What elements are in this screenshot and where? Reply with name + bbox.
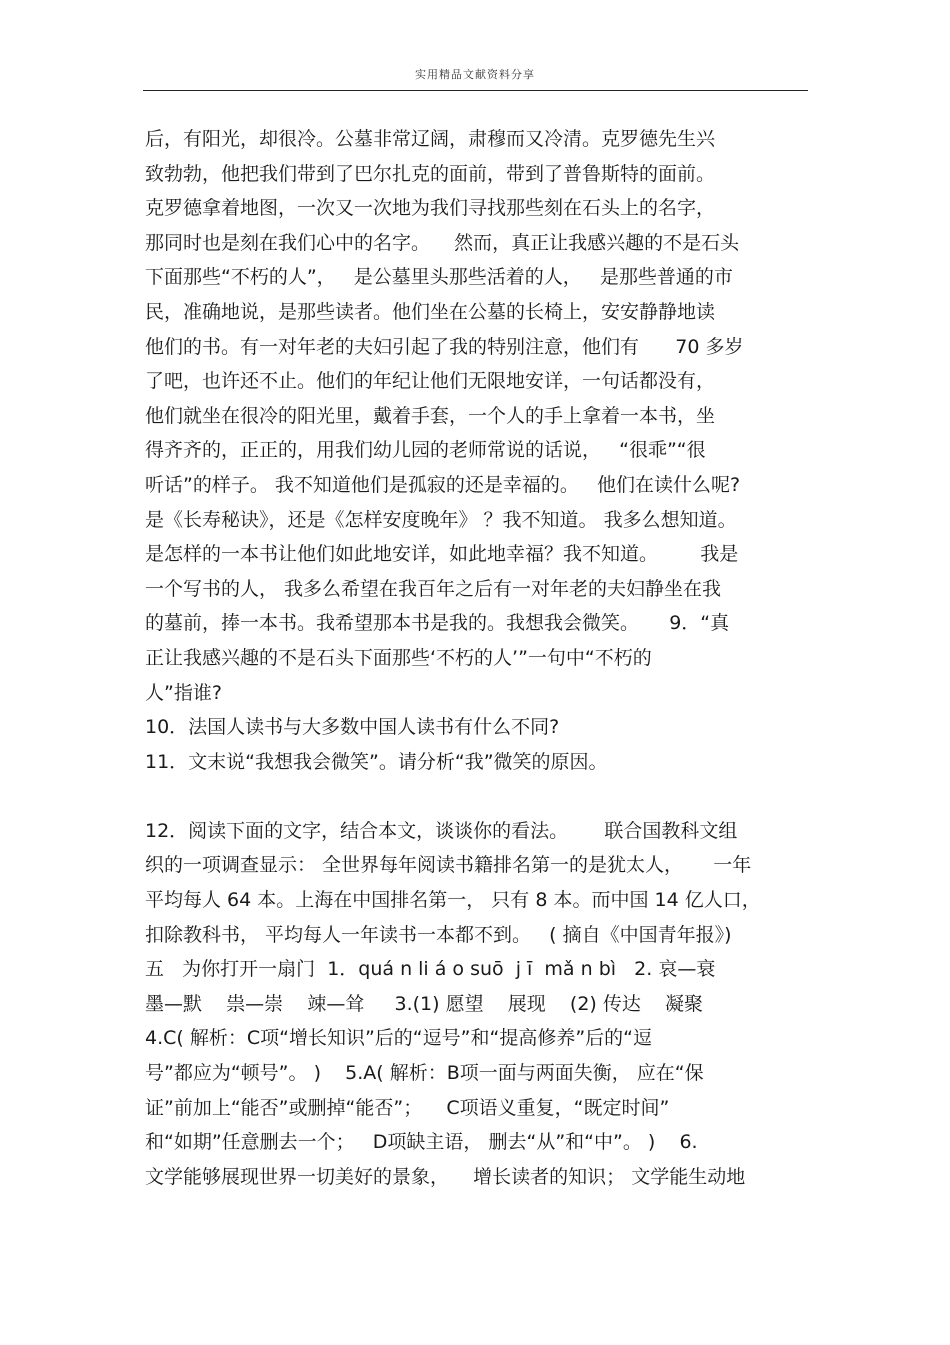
question-11: 11．文末说“我想我会微笑”。请分析“我”微笑的原因。 — [145, 750, 608, 773]
text-line: 得齐齐的，正正的，用我们幼儿园的老师常说的话说， “很乖”“很 — [145, 439, 706, 462]
page-header: 实用精品文献资料分享 — [415, 68, 535, 81]
answer-line: 文学能够展现世界一切美好的景象， 增长读者的知识； 文学能生动地 — [145, 1165, 746, 1188]
text-line: 听话”的样子。 我不知道他们是孤寂的还是幸福的。 他们在读什么呢? — [145, 473, 741, 496]
text-line: 是怎样的一本书让他们如此地安详，如此地幸福？我不知道。 我是 — [145, 543, 739, 566]
text-line: 的墓前，捧一本书。我希望那本书是我的。我想我会微笑。 9．“真 — [145, 612, 730, 635]
text-line: 他们的书。有一对年老的夫妇引起了我的特别注意，他们有 70 多岁 — [145, 335, 744, 358]
text-line: 那同时也是刻在我们心中的名字。 然而，真正让我感兴趣的不是石头 — [145, 231, 740, 254]
answer-line: 五 为你打开一扇门 1．quá n li á o suō j ī mǎ n bì 2. 哀—衰 — [145, 958, 716, 981]
text-line: 正让我感兴趣的不是石头下面那些‘不朽的人’”一句中“不朽的 — [145, 646, 652, 669]
text-line: 克罗德拿着地图，一次又一次地为我们寻找那些刻在石头上的名字， — [145, 197, 716, 220]
paragraph-question-12-answers — [145, 814, 810, 1195]
text-line: 后，有阳光，却很冷。公墓非常辽阔，肃穆而又冷清。克罗德先生兴 — [145, 128, 716, 150]
text-line: 致勃勃，他把我们带到了巴尔扎克的面前，带到了普鲁斯特的面前。 — [145, 162, 716, 185]
text-line: 了吧，也许还不止。他们的年纪让他们无限地安详，一句话都没有， — [145, 370, 716, 393]
text-line: 是《长寿秘诀》，还是《怎样安度晚年》 ？我不知道。 我多么想知道。 — [145, 508, 737, 531]
text-line: 扣除教科书， 平均每人一年读书一本都不到。 ( 摘自《中国青年报》) — [145, 923, 732, 946]
text-line: 一个写书的人， 我多么希望在我百年之后有一对年老的夫妇静坐在我 — [145, 577, 722, 600]
text-line: 他们就坐在很冷的阳光里，戴着手套，一个人的手上拿着一本书，坐 — [145, 404, 716, 427]
text-line: 民，准确地说，是那些读者。他们坐在公墓的长椅上，安安静静地读 — [145, 300, 716, 323]
answer-line: 号”都应为“顿号”。 ) 5.A( 解析：B项一面与两面失衡， 应在“保 — [145, 1062, 704, 1085]
header-divider — [143, 90, 808, 91]
text-line: 人”指谁? — [145, 681, 222, 704]
paragraph-gap — [145, 779, 810, 814]
answer-line: 和“如期”任意删去一个； D项缺主语， 删去“从”和“中”。 ) 6. — [145, 1131, 698, 1154]
answer-line: 墨—默 祟—崇 竦—耸 3.(1) 愿望 展现 (2) 传达 凝聚 — [145, 992, 704, 1015]
paragraph-passage — [145, 122, 810, 779]
answer-line: 证”前加上“能否”或删掉“能否”； C项语义重复，“既定时间” — [145, 1096, 670, 1119]
question-12: 12．阅读下面的文字，结合本文，谈谈你的看法。 联合国教科文组 — [145, 819, 738, 842]
question-10: 10．法国人读书与大多数中国人读书有什么不同? — [145, 716, 560, 739]
text-line: 织的一项调查显示： 全世界每年阅读书籍排名第一的是犹太人， 一年 — [145, 854, 752, 877]
document-body — [145, 122, 810, 1194]
text-line: 下面那些“不朽的人”， 是公墓里头那些活着的人， 是那些普通的市 — [145, 266, 733, 289]
answer-line: 4.C( 解析：C项“增长知识”后的“逗号”和“提高修养”后的“逗 — [145, 1027, 653, 1050]
text-line: 平均每人 64 本。上海在中国排名第一， 只有 8 本。而中国 14 亿人口， — [145, 889, 761, 912]
